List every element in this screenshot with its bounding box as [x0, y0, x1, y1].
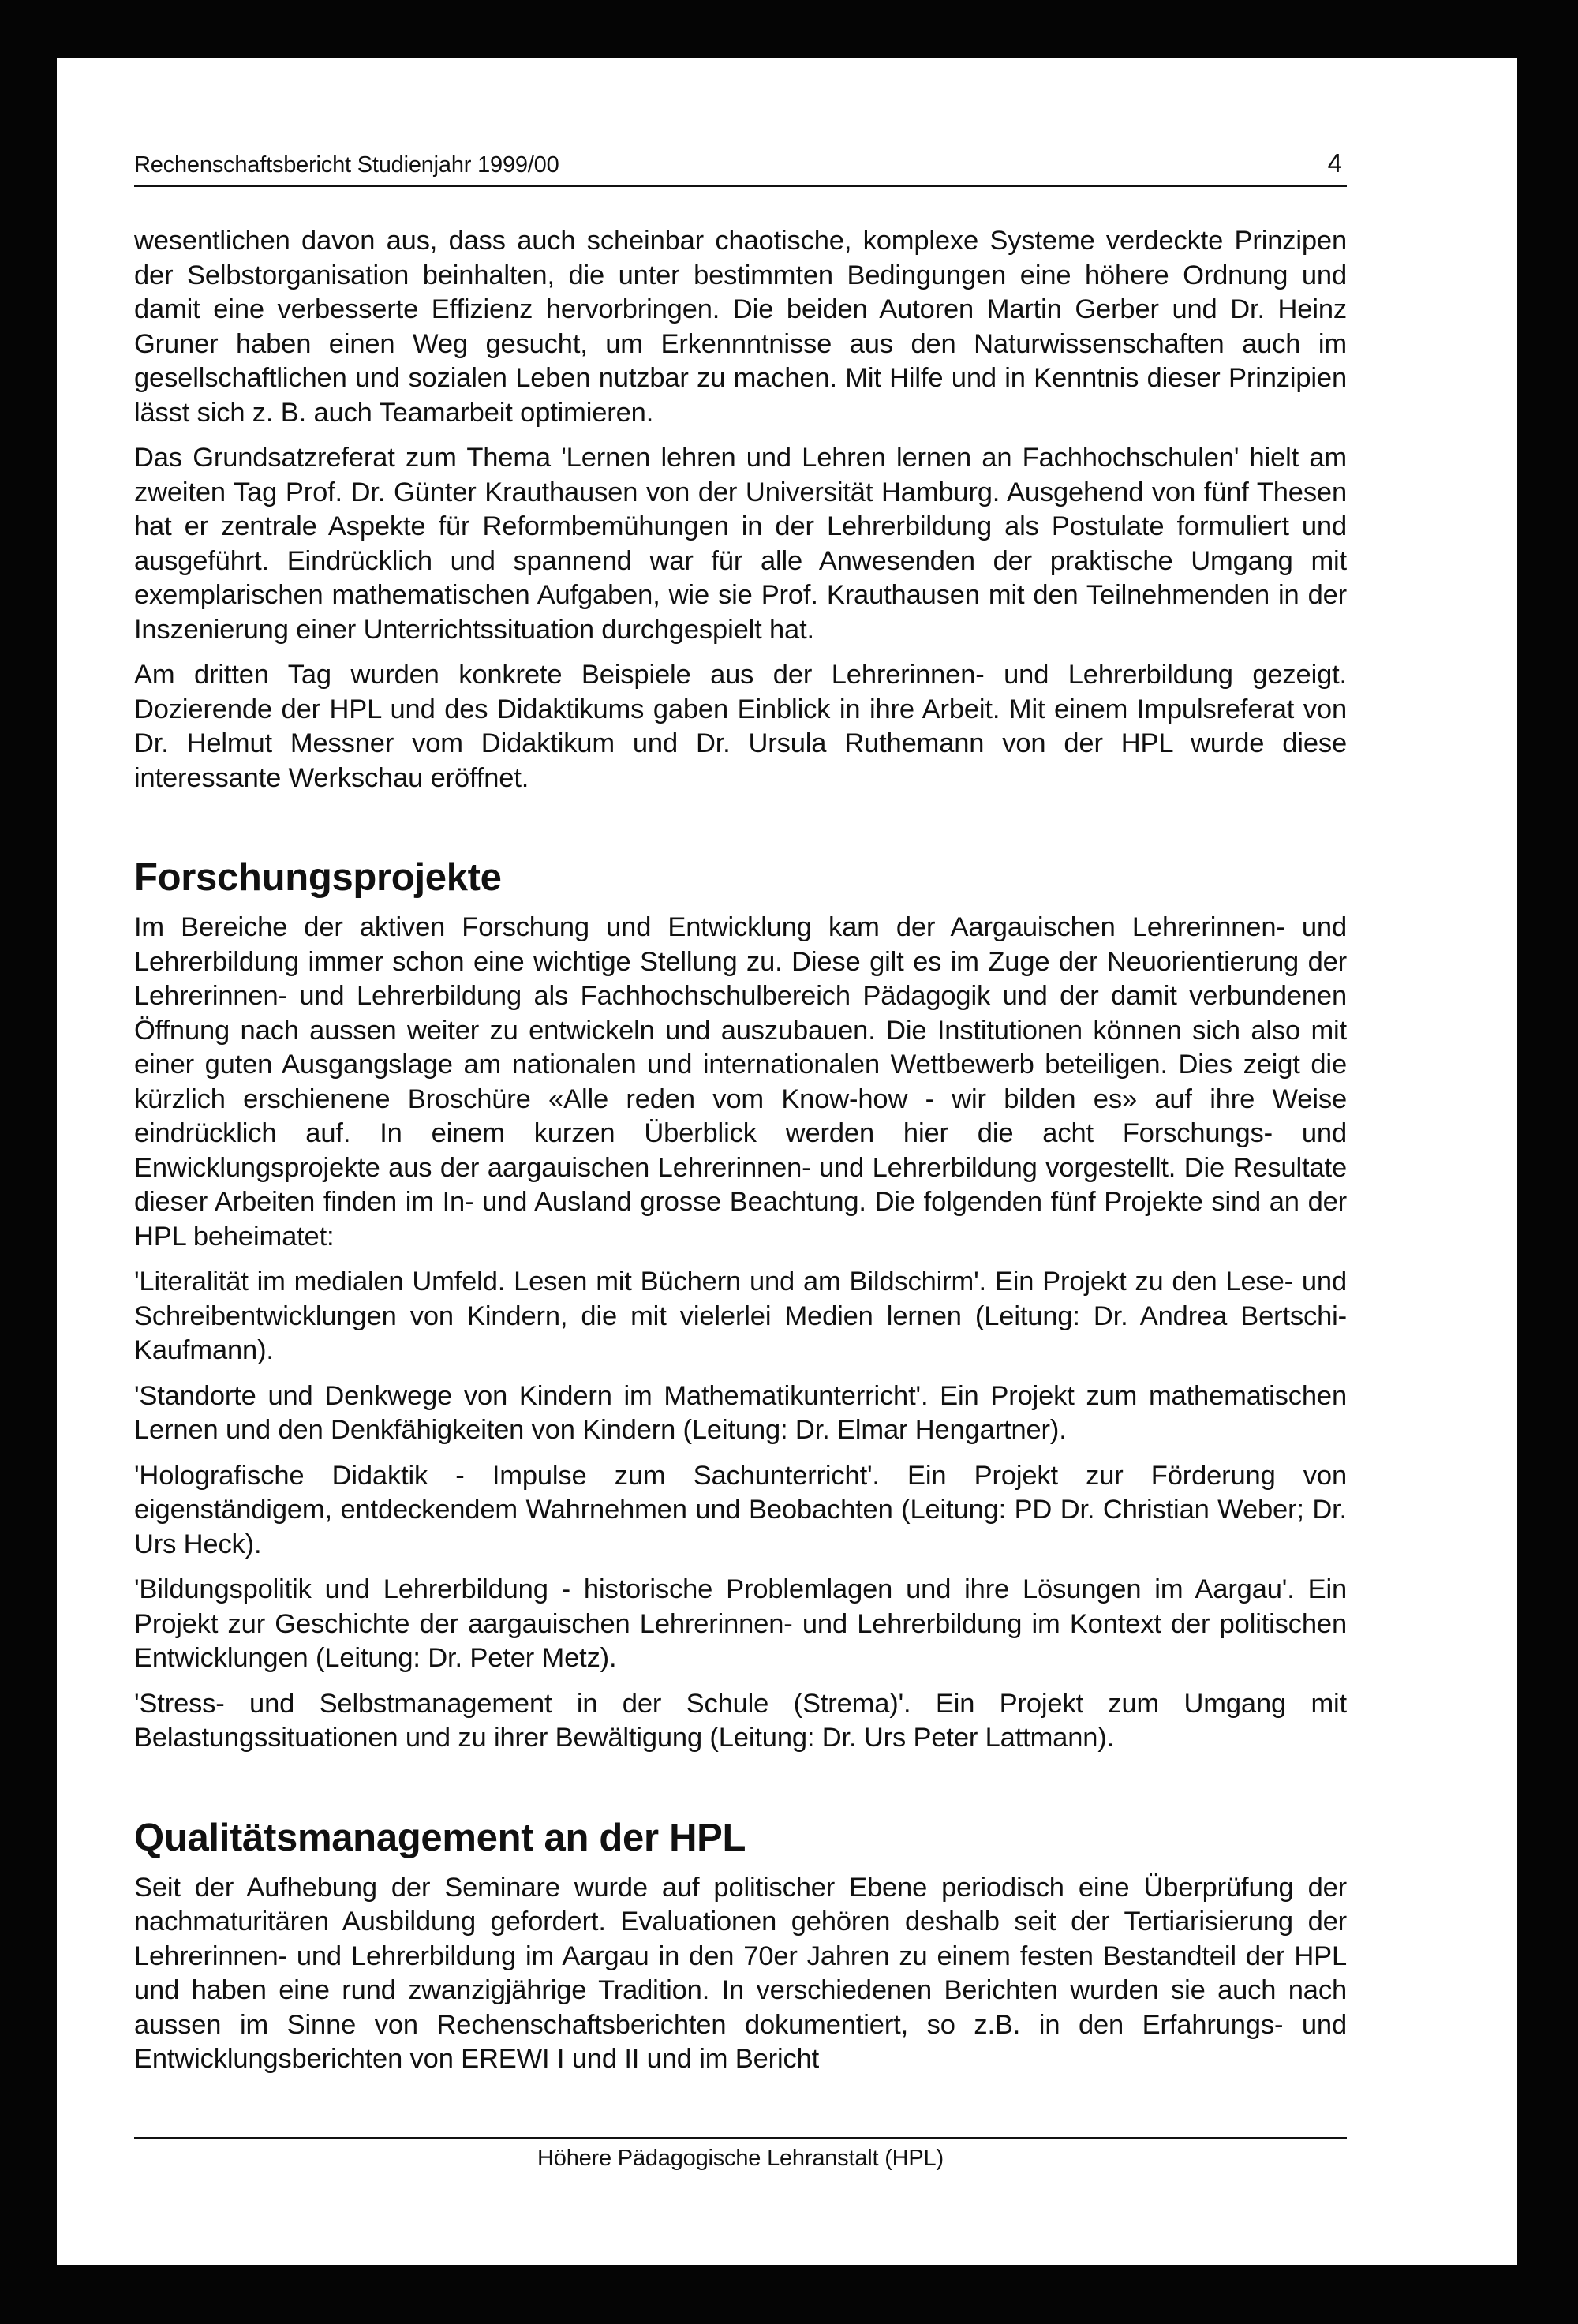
- project-item: 'Standorte und Denkwege von Kindern im Mathematikunterricht'. Ein Projekt zum mathematischen Lernen und den Denkfähigkeiten von Kindern (Leitung: Dr. Elmar Hengartner).: [134, 1380, 1347, 1445]
- footer-text: Höhere Pädagogische Lehranstalt (HPL): [537, 2146, 944, 2171]
- page-number: 4: [1327, 148, 1342, 178]
- paragraph: wesentlichen davon aus, dass auch scheinbar chaotische, komplexe Systeme verdeckte Prinzipen der Selbstorganisation beinhalten, die unter bestimmten Bedingungen eine höhere Ordnung und damit eine verbesserte Effizienz hervorbringen. Die beiden Autoren Martin Gerber und Dr. Heinz Gruner haben einen Weg gesucht, um Erkennntnisse aus den Naturwissenschaften auch im gesellschaftlichen und sozialen Leben nutzbar zu machen. Mit Hilfe und in Kenntnis dieser Prinzipien lässt sich z. B. auch Teamarbeit optimieren.: [134, 226, 1347, 428]
- header-title: Rechenschaftsbericht Studienjahr 1999/00: [134, 152, 559, 178]
- project-item: 'Holografische Didaktik - Impulse zum Sachunterricht'. Ein Projekt zur Förderung von eigenständigem, entdeckendem Wahrnehmen und Beobachten (Leitung: PD Dr. Christian Weber; Dr. Urs Heck).: [134, 1460, 1347, 1559]
- paragraph: Das Grundsatzreferat zum Thema 'Lernen lehren und Lehren lernen an Fachhochschulen' hielt am zweiten Tag Prof. Dr. Günter Krauthausen von der Universität Hamburg. Ausgehend von fünf Thesen hat er zentrale Aspekte für Reformbemühungen in der Lehrerbildung als Postulate formuliert und ausgeführt. Eindrücklich und spannend war für alle Anwesenden der praktische Umgang mit exemplarischen mathematischen Aufgaben, wie sie Prof. Krauthausen mit den Teilnehmenden in der Inszenierung einer Unterrichtssituation durchgespielt hat.: [134, 443, 1347, 645]
- project-item: 'Literalität im medialen Umfeld. Lesen mit Büchern und am Bildschirm'. Ein Projekt zu den Lese- und Schreibentwicklungen von Kindern, die mit vielerlei Medien lernen (Leitung: Dr. Andrea Bertschi-Kaufmann).: [134, 1267, 1347, 1365]
- running-footer: [134, 2137, 1347, 2187]
- paragraph: Seit der Aufhebung der Seminare wurde auf politischer Ebene periodisch eine Überprüfung der nachmaturitären Ausbildung gefordert. Evaluationen gehören deshalb seit der Tertiarisierung der Lehrerinnen- und Lehrerbildung im Aargau in den 70er Jahren zu einem festen Bestandteil der HPL und haben eine rund zwanzigjährige Tradition. In verschiedenen Berichten wurden sie auch nach aussen im Sinne von Rechenschaftsberichten dokumentiert, so z.B. in den Erfahrungs- und Entwicklungsberichten von EREWI I und II und im Bericht: [134, 1872, 1347, 2074]
- paragraph: Im Bereiche der aktiven Forschung und Entwicklung kam der Aargauischen Lehrerinnen- und Lehrerbildung immer schon eine wichtige Stellung zu. Diese gilt es im Zuge der Neuorientierung der Lehrerinnen- und Lehrerbildung als Fachhochschulbereich Pädagogik und der damit verbundenen Öffnung nach aussen weiter zu entwickeln und auszubauen. Die Institutionen können sich also mit einer guten Ausgangslage am nationalen und internationalen Wettbewerb beteiligen. Dies zeigt die kürzlich erschienene Broschüre «Alle reden vom Know-how - wir bilden es» auf ihre Weise eindrücklich auf. In einem kurzen Überblick werden hier die acht Forschungs- und Enwicklungsprojekte aus der aargauischen Lehrerinnen- und Lehrerbildung vorgestellt. Die Resultate dieser Arbeiten finden im In- und Ausland grosse Beachtung. Die folgenden fünf Projekte sind an der HPL beheimatet:: [134, 912, 1347, 1252]
- section-heading-forschungsprojekte: Forschungsprojekte: [134, 856, 502, 899]
- running-header: [134, 137, 1347, 187]
- paragraph: Am dritten Tag wurden konkrete Beispiele aus der Lehrerinnen- und Lehrerbildung gezeigt. Dozierende der HPL und des Didaktikums gaben Einblick in ihre Arbeit. Mit einem Impulsreferat von Dr. Helmut Messner vom Didaktikum und Dr. Ursula Ruthemann von der HPL wurde diese interessante Werkschau eröffnet.: [134, 660, 1347, 793]
- project-item: 'Stress- und Selbstmanagement in der Schule (Strema)'. Ein Projekt zum Umgang mit Belastungssituationen und zu ihrer Bewältigung (Leitung: Dr. Urs Peter Lattmann).: [134, 1688, 1347, 1753]
- section-heading-qualitaetsmanagement: Qualitätsmanagement an der HPL: [134, 1816, 746, 1859]
- document-page: [57, 58, 1517, 2265]
- page-body: [134, 224, 1347, 2088]
- project-item: 'Bildungspolitik und Lehrerbildung - historische Problemlagen und ihre Lösungen im Aargau'. Ein Projekt zur Geschichte der aargauischen Lehrerinnen- und Lehrerbildung im Kontext der politischen Entwicklungen (Leitung: Dr. Peter Metz).: [134, 1574, 1347, 1673]
